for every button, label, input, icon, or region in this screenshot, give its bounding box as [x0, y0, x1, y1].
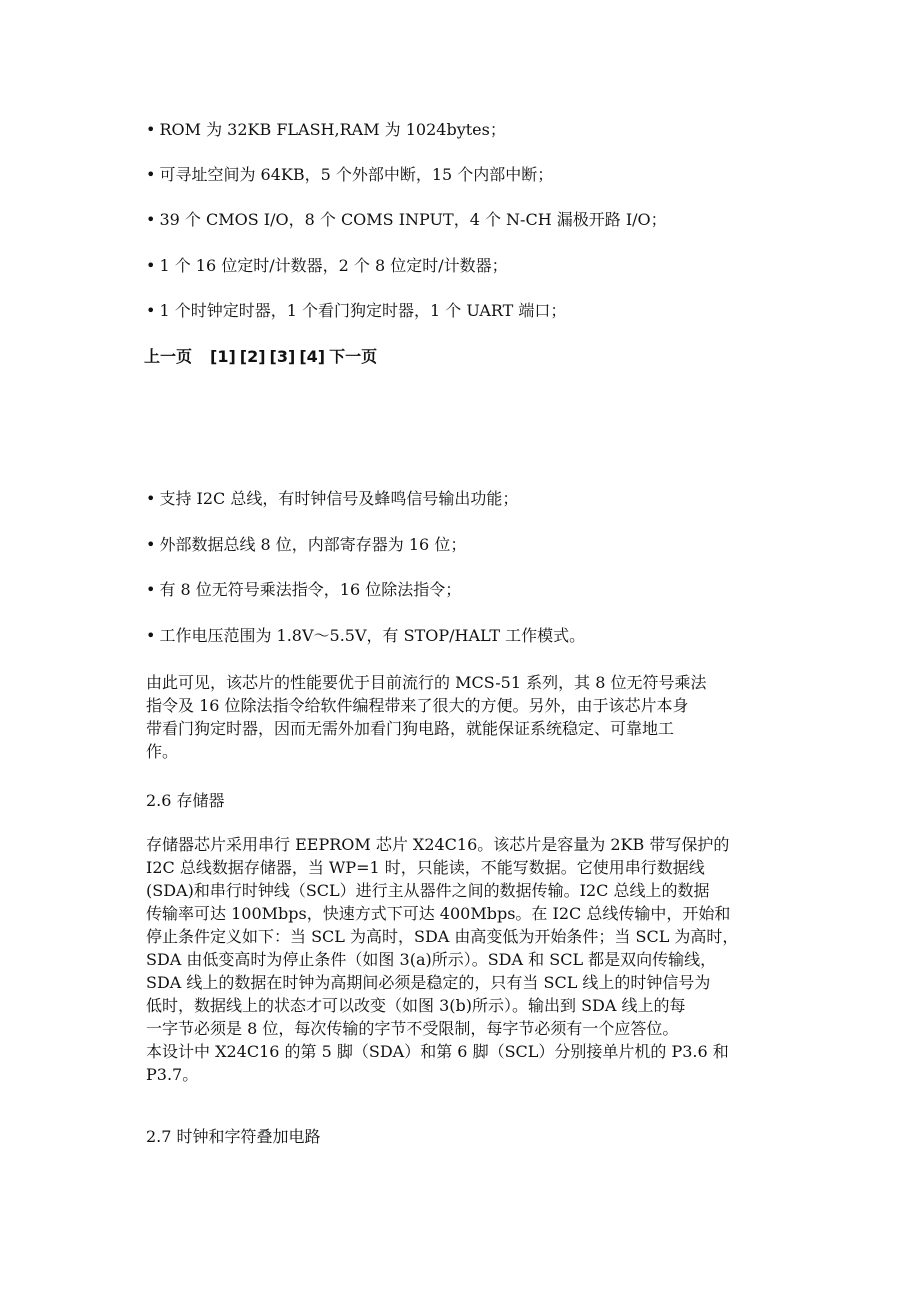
spec-item-voltage: • 工作电压范围为 1.8V～5.5V，有 STOP/HALT 工作模式。 [146, 624, 585, 648]
spec-item-rom-ram: • ROM 为 32KB FLASH,RAM 为 1024bytes； [146, 118, 506, 142]
prev-page-link[interactable]: 上一页 [144, 347, 193, 366]
next-page-link[interactable]: 下一页 [329, 347, 378, 366]
spec-item-io: • 39 个 CMOS I/O，8 个 COMS INPUT，4 个 N-CH 漏极开路 I/O； [146, 208, 667, 232]
spec-item-bus-width: • 外部数据总线 8 位，内部寄存器为 16 位； [146, 533, 466, 557]
spec-item-address-space: • 可寻址空间为 64KB，5 个外部中断，15 个内部中断； [146, 163, 553, 187]
memory-paragraph: 存储器芯片采用串行 EEPROM 芯片 X24C16。该芯片是容量为 2KB 带写保护的 I2C 总线数据存储器，当 WP=1 时，只能读，不能写数据。它使用串行数据线 (SDA)和串行时钟线（SCL）进行主从器件之间的数据传输。I2C 总线上的数据 传输率可达 100Mbps，快速方式下可达 400Mbps。在 I2C 总线传输中，开始和 停止条件定义如下：当 SCL 为高时，SDA 由高变低为开始条件；当 SCL 为高时， SDA 由低变高时为停止条件（如图 3(a)所示）。SDA 和 SCL 都是双向传输线， SDA 线上的数据在时钟为高期间必须是稳定的，只有当 SCL 线上的时钟信号为 低时，数据线上的状态才可以改变（如图 3(b)所示）。输出到 SDA 线上的每 一字节必须是 8 位，每次传输的字节不受限制，每字节必须有一个应答位。 本设计中 X24C16 的第 5 脚（SDA）和第 6 脚（SCL）分别接单片机的 P3.6 和 P3.7。 [146, 835, 739, 1084]
summary-paragraph: 由此可见，该芯片的性能要优于目前流行的 MCS-51 系列，其 8 位无符号乘法 指令及 16 位除法指令给软件编程带来了很大的方便。另外，由于该芯片本身 带看门狗定时器，因而无需外加看门狗电路，就能保证系统稳定、可靠地工 作。 [146, 673, 707, 761]
section-heading-memory: 2.6 存储器 [146, 791, 225, 810]
pagination [144, 345, 377, 369]
spec-item-timers: • 1 个 16 位定时/计数器，2 个 8 位定时/计数器； [146, 254, 508, 278]
page-link-4[interactable]: [4] [299, 347, 326, 366]
section-heading-clock-overlay: 2.7 时钟和字符叠加电路 [146, 1127, 321, 1146]
page-link-2[interactable]: [2] [239, 347, 266, 366]
page-link-1[interactable]: [1] [210, 347, 236, 366]
page-link-3[interactable]: [3] [269, 347, 296, 366]
spec-item-i2c: • 支持 I2C 总线，有时钟信号及蜂鸣信号输出功能； [146, 487, 518, 511]
spec-item-watchdog-uart: • 1 个时钟定时器，1 个看门狗定时器，1 个 UART 端口； [146, 299, 566, 323]
spec-item-mul-div: • 有 8 位无符号乘法指令，16 位除法指令； [146, 578, 461, 602]
